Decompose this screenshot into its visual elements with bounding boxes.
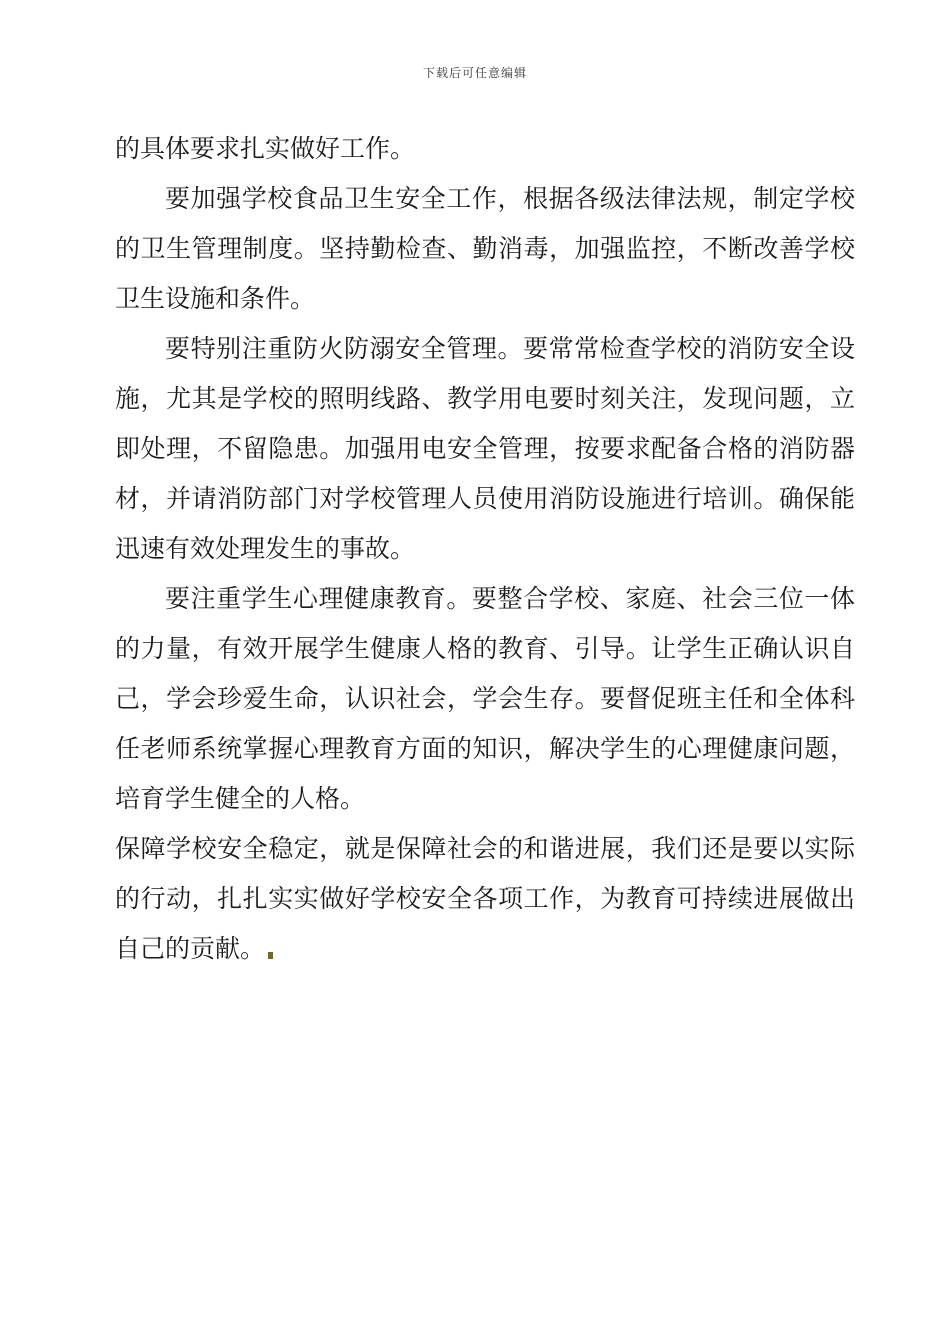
page-header-note: 下载后可任意编辑: [422, 66, 527, 80]
paragraph-fire-safety: 要特别注重防火防溺安全管理。要常常检查学校的消防安全设施，尤其是学校的照明线路、教学用电要时刻关注，发现问题，立即处理，不留隐患。加强用电安全管理，按要求配备合格的消防器材，并请消防部门对学校管理人员使用消防设施进行培训。确保能迅速有效处理发生的事故。: [115, 334, 855, 563]
paragraph-conclusion: [115, 824, 855, 974]
paragraph-conclusion-text: 保障学校安全稳定，就是保障社会的和谐进展，我们还是要以实际的行动，扎扎实实做好学校安全各项工作，为教育可持续进展做出自己的贡献。: [115, 834, 855, 963]
paragraph-food-hygiene: 要加强学校食品卫生安全工作，根据各级法律法规，制定学校的卫生管理制度。坚持勤检查、勤消毒，加强监控，不断改善学校卫生设施和条件。: [115, 184, 855, 313]
paragraph-continuation: 的具体要求扎实做好工作。: [115, 134, 416, 163]
paragraph-mental-health: 要注重学生心理健康教育。要整合学校、家庭、社会三位一体的力量，有效开展学生健康人格的教育、引导。让学生正确认识自己，学会珍爱生命，认识社会，学会生存。要督促班主任和全体科任老师系统掌握心理教育方面的知识，解决学生的心理健康问题，培育学生健全的人格。: [115, 584, 855, 813]
document-body: [115, 124, 855, 974]
end-marker: [268, 952, 273, 959]
